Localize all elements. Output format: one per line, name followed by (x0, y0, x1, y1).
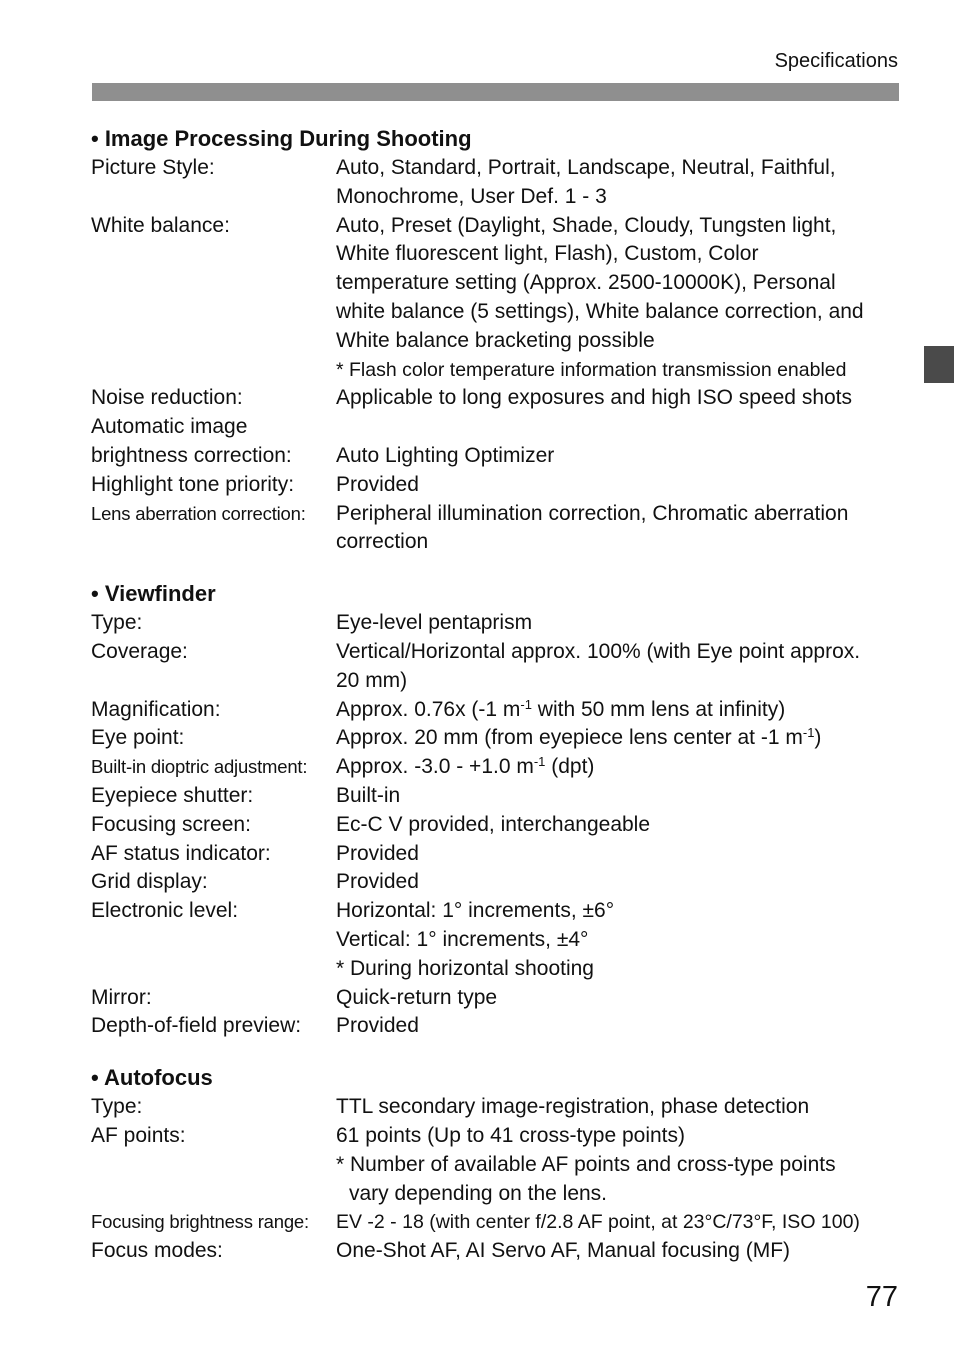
spec-label: Mirror: (91, 985, 152, 1009)
spec-footnote: * Flash color temperature information transmission enabled (336, 358, 847, 381)
spec-line (336, 724, 903, 753)
spec-value (336, 1093, 903, 1122)
spec-line: Provided (336, 841, 419, 865)
spec-value (336, 1012, 903, 1041)
spec-value (336, 811, 903, 840)
spec-text: Approx. 20 mm (from eyepiece lens center at -1 m (336, 726, 803, 750)
spec-value (336, 212, 903, 385)
spec-label: Focus modes: (91, 1239, 223, 1263)
spec-value (336, 984, 903, 1013)
section-autofocus (91, 1063, 903, 1266)
spec-row-af-type (91, 1093, 903, 1122)
spec-label: White balance: (91, 213, 230, 237)
page-header-label: Specifications (774, 50, 898, 72)
spec-line: correction (336, 530, 429, 554)
spec-line: Monochrome, User Def. 1 - 3 (336, 184, 607, 208)
spec-line: Horizontal: 1° increments, ±6° (336, 899, 615, 923)
spec-value (336, 1208, 903, 1237)
spec-label: Grid display: (91, 870, 208, 894)
spec-label: Highlight tone priority: (91, 472, 295, 496)
spec-row-focus-modes (91, 1237, 903, 1266)
page-number: 77 (865, 1281, 898, 1313)
spec-value (336, 840, 903, 869)
spec-row-focusing-screen (91, 811, 903, 840)
section-title: • Autofocus (91, 1065, 213, 1091)
spec-label: Picture Style: (91, 156, 215, 179)
spec-label: Built-in dioptric adjustment: (91, 756, 308, 778)
spec-line: Auto, Preset (Daylight, Shade, Cloudy, Tungsten light, (336, 213, 837, 237)
spec-label: Focusing brightness range: (91, 1211, 309, 1233)
spec-text: Approx. -3.0 - +1.0 m (336, 755, 534, 779)
spec-value (336, 696, 903, 725)
spec-row-electronic-level (91, 897, 903, 983)
spec-row-grid-display (91, 868, 903, 897)
spec-text: Approx. 0.76x (-1 m (336, 697, 521, 721)
spec-line: Provided (336, 472, 419, 496)
spec-row-eyepiece-shutter (91, 782, 903, 811)
spec-content (91, 124, 903, 1288)
spec-label: Noise reduction: (91, 386, 243, 410)
spec-value (336, 868, 903, 897)
spec-line: Auto Lighting Optimizer (336, 443, 555, 467)
spec-line: Applicable to long exposures and high ISO speed shots (336, 386, 853, 410)
spec-row-mirror (91, 984, 903, 1013)
spec-value (336, 1122, 903, 1208)
spec-label: Eye point: (91, 726, 185, 750)
spec-label: Magnification: (91, 697, 221, 721)
spec-value (336, 384, 903, 413)
spec-row-magnification (91, 696, 903, 725)
spec-value (336, 154, 903, 212)
spec-row-auto-brightness (91, 413, 903, 471)
spec-label: AF status indicator: (91, 841, 271, 865)
spec-row-coverage (91, 638, 903, 696)
spec-label-line: brightness correction: (91, 443, 292, 467)
spec-row-noise-reduction (91, 384, 903, 413)
spec-line: EV -2 - 18 (with center f/2.8 AF point, at 23°C/73°F, ISO 100) (336, 1211, 860, 1234)
spec-value (336, 753, 903, 782)
section-image-processing (91, 124, 903, 557)
spec-row-highlight-tone (91, 471, 903, 500)
spec-text: ) (814, 726, 822, 750)
section-title: • Viewfinder (91, 581, 216, 607)
spec-line (336, 753, 903, 782)
superscript: -1 (520, 696, 532, 712)
spec-value (336, 724, 903, 753)
spec-row-vf-type (91, 609, 903, 638)
spec-line: TTL secondary image-registration, phase detection (336, 1095, 810, 1119)
spec-line: Built-in (336, 783, 401, 807)
spec-line: Ec-C V provided, interchangeable (336, 812, 651, 836)
spec-label: Eyepiece shutter: (91, 783, 254, 807)
spec-value (336, 1237, 903, 1266)
spec-value (336, 413, 903, 471)
spec-value (336, 471, 903, 500)
spec-label-line: Automatic image (91, 415, 248, 439)
spec-line: 20 mm) (336, 668, 408, 692)
spec-text: with 50 mm lens at infinity) (531, 697, 786, 721)
spec-line-blank (336, 413, 903, 442)
spec-line: White balance bracketing possible (336, 328, 655, 352)
section-title: • Image Processing During Shooting (91, 126, 472, 151)
spec-row-dof-preview (91, 1012, 903, 1041)
spec-label: AF points: (91, 1123, 186, 1147)
spec-text: (dpt) (545, 755, 595, 779)
spec-line: Peripheral illumination correction, Chromatic aberration (336, 501, 849, 525)
spec-label: Electronic level: (91, 899, 239, 923)
spec-line: White fluorescent light, Flash), Custom, Color (336, 242, 759, 266)
spec-label: Coverage: (91, 639, 188, 663)
spec-row-af-points (91, 1122, 903, 1208)
spec-row-white-balance (91, 212, 903, 385)
spec-label: Lens aberration correction: (91, 502, 306, 524)
spec-line: Provided (336, 1014, 419, 1038)
spec-line: Vertical: 1° increments, ±4° (336, 927, 589, 951)
spec-row-af-status (91, 840, 903, 869)
section-viewfinder (91, 579, 903, 1041)
spec-value (336, 897, 903, 983)
spec-label: Type: (91, 1095, 143, 1119)
spec-line: white balance (5 settings), White balance correction, and (336, 299, 864, 323)
spec-label (91, 413, 336, 471)
spec-label: Depth-of-field preview: (91, 1014, 302, 1038)
spec-row-dioptric (91, 753, 903, 782)
spec-value (336, 609, 903, 638)
spec-label: Focusing screen: (91, 812, 251, 836)
spec-row-eye-point (91, 724, 903, 753)
spec-footnote: vary depending on the lens. (349, 1181, 608, 1205)
spec-line: Provided (336, 870, 419, 894)
spec-value (336, 500, 903, 558)
spec-footnote: * Number of available AF points and cross-type points (336, 1152, 836, 1176)
chapter-tab-marker (924, 346, 954, 383)
spec-line: Vertical/Horizontal approx. 100% (with Eye point approx. (336, 639, 861, 663)
superscript: -1 (533, 754, 546, 770)
spec-line: 61 points (Up to 41 cross-type points) (336, 1123, 686, 1147)
header-bar (92, 83, 899, 101)
spec-footnote: * During horizontal shooting (336, 956, 594, 980)
spec-row-lens-aberration (91, 500, 903, 558)
spec-line: Eye-level pentaprism (336, 611, 533, 635)
spec-line: temperature setting (Approx. 2500-10000K), Personal (336, 271, 836, 295)
spec-line: One-Shot AF, AI Servo AF, Manual focusing (MF) (336, 1239, 791, 1263)
spec-line: Auto, Standard, Portrait, Landscape, Neutral, Faithful, (336, 156, 836, 179)
superscript: -1 (802, 725, 815, 741)
spec-value (336, 638, 903, 696)
spec-line (336, 696, 903, 725)
spec-row-focusing-brightness (91, 1208, 903, 1237)
spec-row-picture-style (91, 154, 903, 212)
spec-value (336, 782, 903, 811)
spec-label: Type: (91, 611, 143, 635)
spec-line: Quick-return type (336, 985, 498, 1009)
